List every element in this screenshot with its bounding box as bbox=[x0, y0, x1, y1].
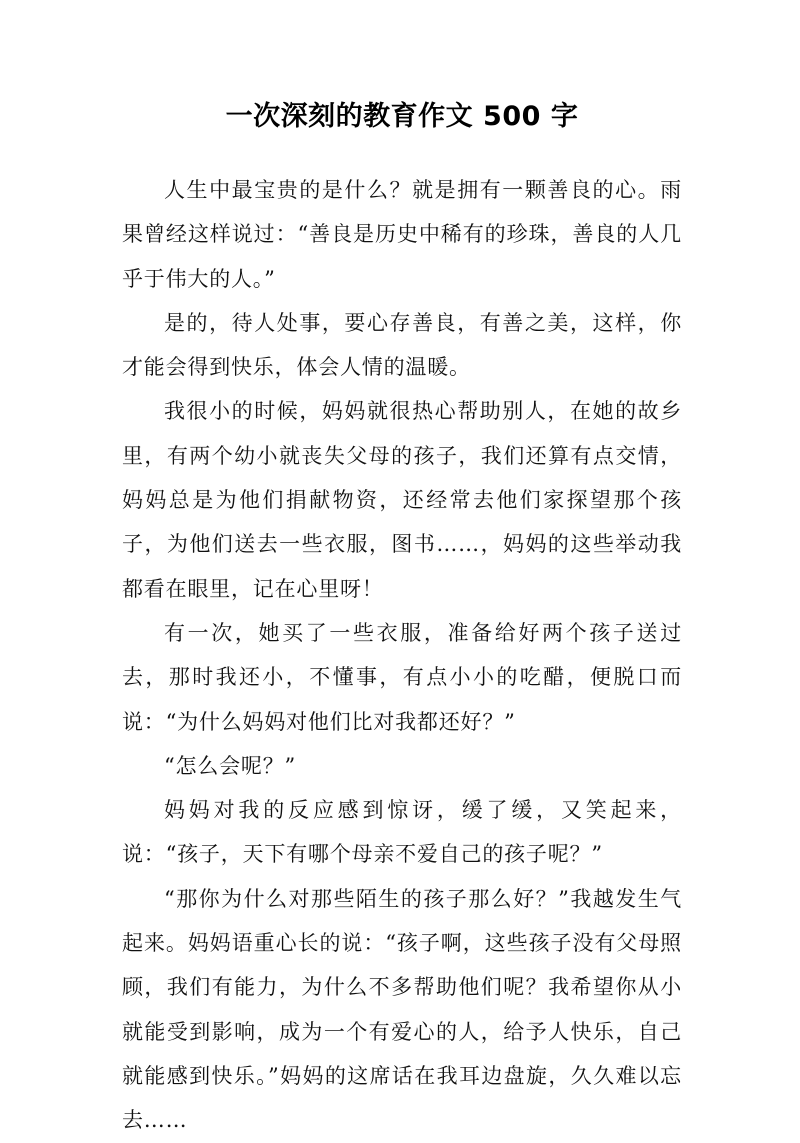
document-body bbox=[122, 168, 682, 1143]
paragraph: 人生中最宝贵的是什么？就是拥有一颗善良的心。雨果曾经这样说过：“善良是历史中稀有的珍珠，善良的人几乎于伟大的人。” bbox=[122, 178, 682, 291]
paragraph: “那你为什么对那些陌生的孩子那么好？”我越发生气起来。妈妈语重心长的说：“孩子啊，这些孩子没有父母照顾，我们有能力，为什么不多帮助他们呢？我希望你从小就能受到影响，成为一个有爱心的人，给予人快乐，自己就能感到快乐。”妈妈的这席话在我耳边盘旋，久久难以忘去…… bbox=[122, 886, 682, 1133]
document-title: 一次深刻的教育作文 500 字 bbox=[225, 101, 579, 132]
paragraph: 妈妈对我的反应感到惊讶，缓了缓，又笑起来，说：“孩子，天下有哪个母亲不爱自己的孩子呢？” bbox=[122, 798, 682, 867]
paragraph: 是的，待人处事，要心存善良，有善之美，这样，你才能会得到快乐，体会人情的温暖。 bbox=[122, 310, 682, 380]
paragraph: “怎么会呢？” bbox=[164, 753, 297, 778]
paragraph: 有一次，她买了一些衣服，准备给好两个孩子送过去，那时我还小，不懂事，有点小小的吃醋，便脱口而说：“为什么妈妈对他们比对我都还好？” bbox=[122, 620, 682, 734]
paragraph: 我很小的时候，妈妈就很热心帮助别人，在她的故乡里，有两个幼小就丧失父母的孩子，我们还算有点交情，妈妈总是为他们捐献物资，还经常去他们家探望那个孩子，为他们送去一些衣服，图书……，妈妈的这些举动我都看在眼里，记在心里呀！ bbox=[122, 399, 682, 601]
